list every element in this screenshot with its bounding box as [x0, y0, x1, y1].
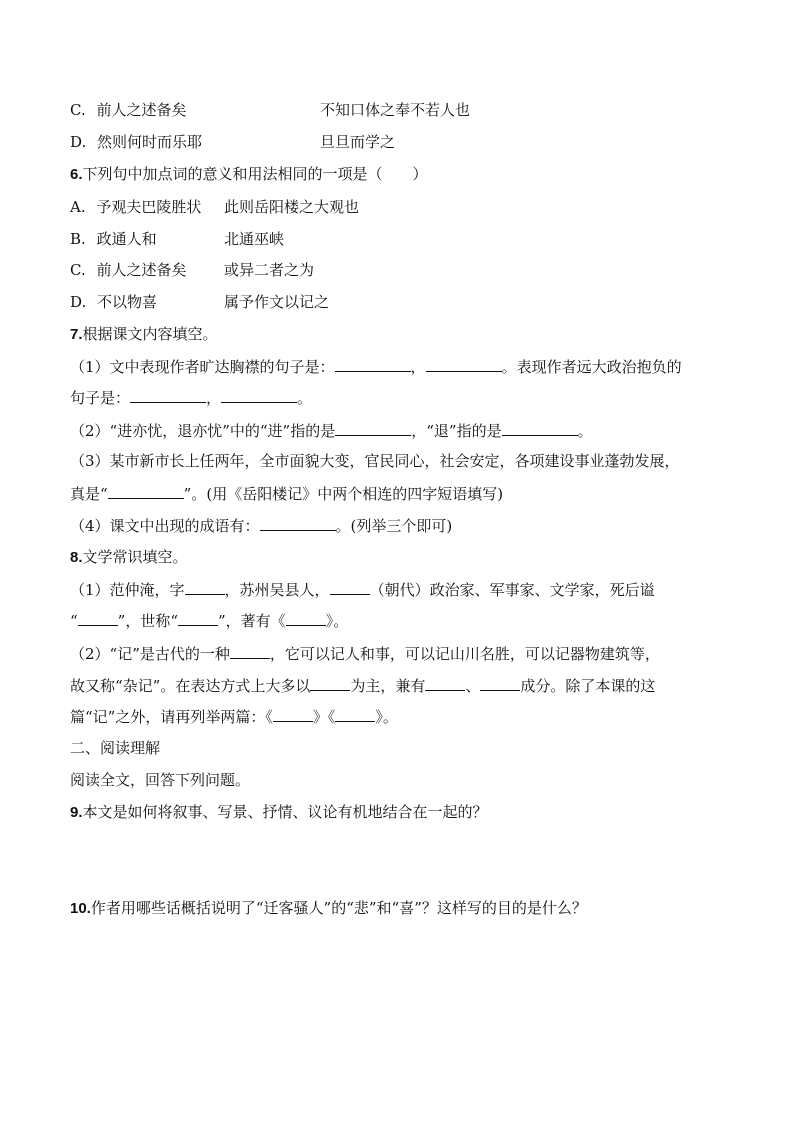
- blank[interactable]: [230, 643, 270, 659]
- option-label: C.: [70, 261, 86, 279]
- blank[interactable]: [480, 675, 520, 691]
- q6-option-d: [70, 292, 157, 312]
- q5-option-d-right: 旦旦而学之: [320, 133, 396, 151]
- q6-option-d-right: 属予作文以记之: [224, 293, 330, 311]
- text: 。(列举三个即可): [335, 517, 453, 535]
- text: 》。: [325, 612, 349, 630]
- text: （2）“进亦忧，退亦忧”中的“进”指的是: [70, 422, 336, 440]
- blank[interactable]: [221, 387, 297, 403]
- blank[interactable]: [178, 610, 218, 626]
- text: 。: [577, 422, 593, 440]
- q9: [70, 802, 488, 823]
- q8-part1-line1: [70, 579, 655, 600]
- q8-part1-line2: [70, 610, 348, 631]
- question-number: 8.: [70, 549, 83, 566]
- text: 句子是：: [70, 389, 131, 407]
- question-text: 根据课文内容填空。: [82, 325, 218, 343]
- question-number: 7.: [70, 326, 83, 343]
- q7-part1-line2: [70, 387, 312, 408]
- blank[interactable]: [130, 387, 206, 403]
- text: ”，世称“: [117, 612, 179, 630]
- text: ，它可以记人和事，可以记山川名胜，可以记器物建筑等，: [269, 645, 660, 663]
- text: ”，著有《: [218, 612, 286, 630]
- text: ，: [410, 358, 426, 376]
- text: （2）“记”是古代的一种: [70, 645, 230, 663]
- q7-part3-line2: [70, 483, 503, 504]
- text: （1）文中表现作者旷达胸襟的句子是：: [70, 358, 335, 376]
- q8-part2-line3: [70, 706, 398, 727]
- option-label: D.: [70, 133, 87, 151]
- blank[interactable]: [335, 706, 375, 722]
- option-label: A.: [70, 198, 86, 216]
- q7-part3-line1: （3）某市新市长上任两年，全市面貌大变，官民同心，社会安定，各项建设事业蓬勃发展，: [70, 452, 680, 470]
- blank[interactable]: [330, 579, 370, 595]
- blank[interactable]: [426, 356, 502, 372]
- blank[interactable]: [335, 356, 411, 372]
- text: （4）课文中出现的成语有：: [70, 517, 260, 535]
- blank[interactable]: [502, 420, 578, 436]
- text: ，苏州吴县人，: [224, 581, 330, 599]
- q6-stem: [70, 164, 428, 185]
- q5-option-c-right: 不知口体之奉不若人也: [320, 101, 471, 119]
- text: 、: [465, 677, 481, 695]
- option-left-text: 予观夫巴陵胜状: [96, 198, 202, 216]
- q6-option-b: [70, 229, 157, 249]
- text: ，“退”指的是: [411, 422, 502, 440]
- text: 》。: [375, 708, 398, 726]
- q8-stem: [70, 547, 188, 568]
- text: （朝代）政治家、军事家、文学家，死后谥: [369, 581, 655, 599]
- question-number: 6.: [70, 166, 83, 183]
- q6-option-a-right: 此则岳阳楼之大观也: [224, 198, 360, 216]
- text: 。表现作者远大政治抱负的: [501, 358, 682, 376]
- option-left-text: 然则何时而乐耶: [97, 133, 203, 151]
- question-text: 本文是如何将叙事、写景、抒情、议论有机地结合在一起的？: [82, 803, 488, 821]
- text: （1）范仲淹，字: [70, 581, 185, 599]
- question-text: 作者用哪些话概括说明了“迁客骚人”的“悲”和“喜”？这样写的目的是什么？: [90, 899, 587, 917]
- q7-part4: [70, 515, 452, 536]
- q7-stem: [70, 324, 218, 345]
- blank[interactable]: [185, 579, 225, 595]
- question-number: 10.: [70, 900, 91, 917]
- option-label: D.: [70, 293, 87, 311]
- text: ，: [206, 389, 222, 407]
- option-label: B.: [70, 230, 86, 248]
- q7-part2: [70, 420, 593, 441]
- blank[interactable]: [286, 610, 326, 626]
- q8-part2-line1: [70, 643, 660, 664]
- text: 。: [297, 389, 313, 407]
- text: 篇“记”之外，请再列举两篇：《: [70, 708, 273, 726]
- text: 成分。除了本课的这: [520, 677, 656, 695]
- text: 为主，兼有: [350, 677, 426, 695]
- section-title: 二、阅读理解: [70, 739, 161, 757]
- question-text: 下列句中加点词的意义和用法相同的一项是（ ）: [82, 165, 428, 183]
- q8-part2-line2: [70, 675, 655, 696]
- text: ”。(用《岳阳楼记》中两个相连的四字短语填写): [183, 485, 504, 503]
- option-left-text: 不以物喜: [97, 293, 158, 311]
- blank[interactable]: [260, 515, 336, 531]
- blank[interactable]: [78, 610, 118, 626]
- text: 》《: [312, 708, 336, 726]
- blank[interactable]: [335, 420, 411, 436]
- q6-option-a: [70, 197, 201, 217]
- question-text: 文学常识填空。: [82, 548, 188, 566]
- q6-option-c-right: 或异二者之为: [224, 261, 315, 279]
- option-left-text: 政通人和: [96, 230, 157, 248]
- blank[interactable]: [273, 706, 313, 722]
- q6-option-b-right: 北通巫峡: [224, 230, 285, 248]
- option-left-text: 前人之述备矣: [96, 101, 187, 119]
- option-label: C.: [70, 101, 86, 119]
- q7-part1-line1: [70, 356, 682, 377]
- q6-option-c: [70, 260, 187, 280]
- text: 真是“: [70, 485, 108, 503]
- question-number: 9.: [70, 804, 83, 821]
- blank[interactable]: [108, 483, 184, 499]
- section-intro: 阅读全文，回答下列问题。: [70, 771, 251, 789]
- text: “: [70, 612, 78, 630]
- q5-option-c: [70, 100, 187, 120]
- blank[interactable]: [425, 675, 465, 691]
- q10: [70, 898, 587, 919]
- option-left-text: 前人之述备矣: [96, 261, 187, 279]
- text: 故又称“杂记”。在表达方式上大多以: [70, 677, 311, 695]
- q5-option-d: [70, 132, 202, 152]
- blank[interactable]: [310, 675, 350, 691]
